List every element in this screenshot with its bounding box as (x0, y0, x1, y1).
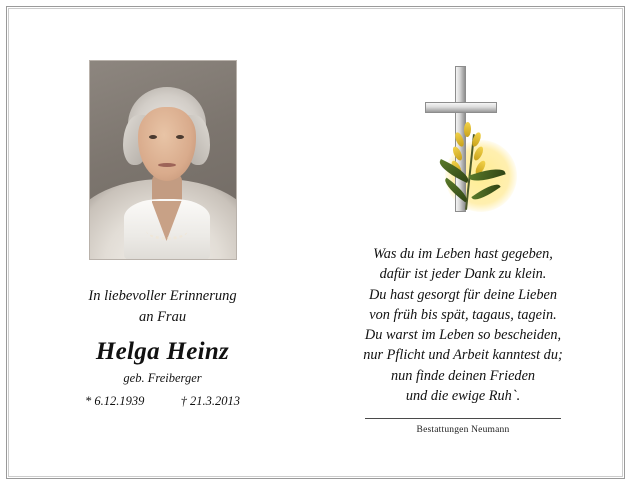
wheat-grain-icon (464, 122, 472, 137)
birth-date: * 6.12.1939 (85, 394, 145, 409)
left-column (20, 60, 305, 409)
verse-line: und die ewige Ruh`. (405, 388, 521, 405)
cross-horizontal-beam (425, 102, 497, 113)
life-dates (20, 394, 305, 409)
photo-eye-left (149, 135, 157, 139)
verse-line: Was du im Leben hast gegeben, (373, 246, 553, 262)
cross-with-wheat-icon (363, 62, 563, 222)
photo-eye-right (176, 135, 184, 139)
memoriam-line-2: an Frau (138, 309, 187, 326)
verse-line: dafür ist jeder Dank zu klein. (379, 266, 547, 283)
portrait-photo (89, 60, 237, 260)
death-date: † 21.3.2013 (180, 394, 240, 409)
verse-line: nun finde deinen Frieden (390, 367, 536, 384)
verse-line: nur Pflicht und Arbeit kanntest du; (363, 347, 563, 364)
right-column (318, 62, 608, 435)
verse-line: Du warst im Leben so bescheiden, (364, 327, 562, 344)
memorial-verse (318, 244, 608, 406)
signature-divider (365, 418, 561, 419)
photo-necklace (146, 221, 188, 240)
deceased-name: Helga Heinz (95, 338, 230, 366)
maiden-name: geb. Freiberger (123, 371, 202, 386)
verse-line: Du hast gesorgt für deine Lieben (368, 286, 558, 303)
verse-line: von früh bis spät, tagaus, tagein. (369, 306, 557, 323)
memoriam-line-1: In liebevoller Erinnerung (88, 288, 237, 304)
memoriam-text (20, 286, 305, 328)
undertaker-name: Bestattungen Neumann (416, 425, 510, 436)
photo-mouth (158, 163, 176, 167)
